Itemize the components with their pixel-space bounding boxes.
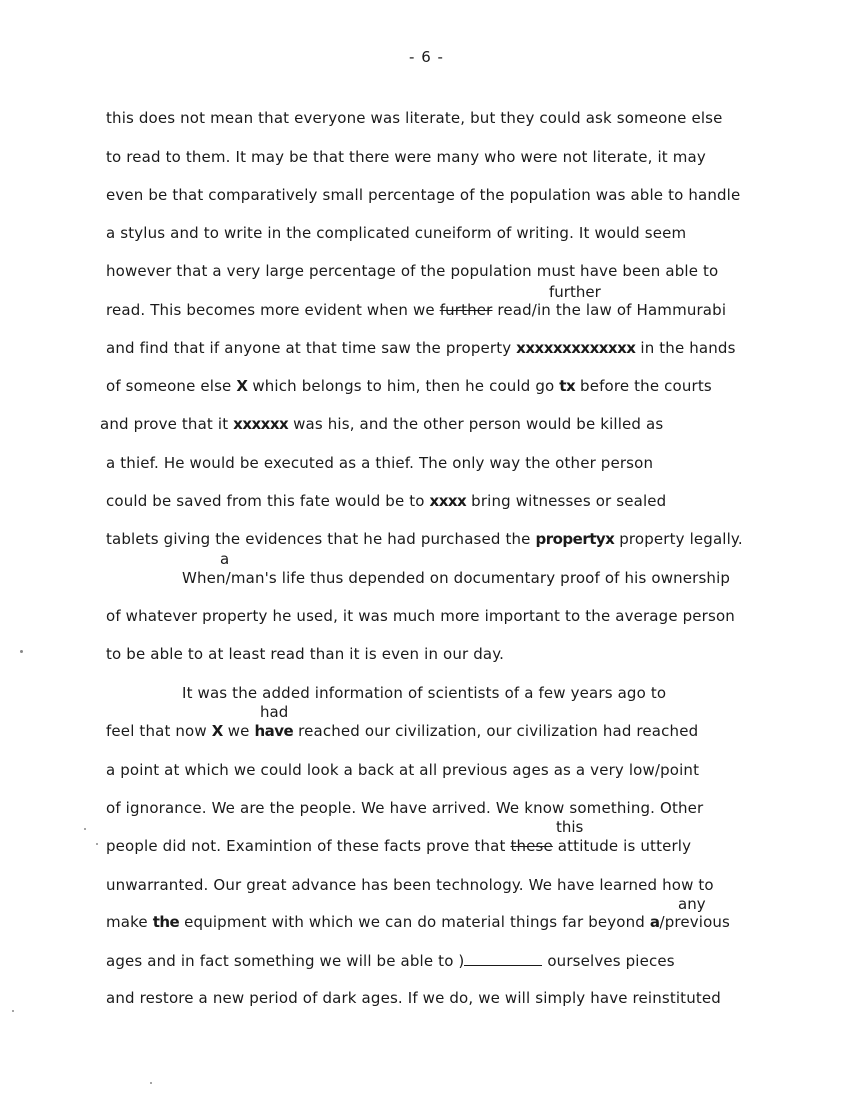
insertion-a: a xyxy=(220,550,230,568)
text-line-18: a point at which we could look a back at all previous ages as a very low/point xyxy=(106,761,700,779)
text-segment: attitude is utterly xyxy=(552,837,692,855)
text-segment: reached our civilization, our civilization had reached xyxy=(293,722,699,740)
typed-over-text: X xyxy=(236,377,248,395)
text-line-21: unwarranted. Our great advance has been technology. We have learned how to xyxy=(106,876,714,894)
typed-over-text: xxxx xyxy=(429,492,467,510)
insertion-had: had xyxy=(260,703,289,721)
text-line-5: however that a very large percentage of the population must have been able to xyxy=(106,262,719,280)
insertion-any: any xyxy=(678,895,706,913)
text-line-14: of whatever property he used, it was much more important to the average person xyxy=(106,607,735,625)
typed-over-text: tx xyxy=(559,377,576,395)
scan-speck xyxy=(96,843,98,845)
typed-over-text: X xyxy=(211,722,223,740)
typed-over-text: propertyx xyxy=(535,530,615,548)
text-line-6 xyxy=(106,301,726,319)
text-line-12 xyxy=(106,530,743,548)
text-segment: people did not. Examintion of these facts prove that xyxy=(106,837,511,855)
text-line-7 xyxy=(106,339,736,357)
text-line-1: this does not mean that everyone was literate, but they could ask someone else xyxy=(106,109,723,127)
text-line-20 xyxy=(106,837,691,855)
fill-in-blank xyxy=(464,951,542,966)
typed-over-text: the xyxy=(152,913,180,931)
page-number: - 6 - xyxy=(409,48,444,66)
text-line-22 xyxy=(106,913,730,931)
text-line-9 xyxy=(100,415,663,433)
scan-speck xyxy=(20,650,23,653)
text-segment: of someone else xyxy=(106,377,237,395)
text-segment: was his, and the other person would be killed as xyxy=(288,415,664,433)
text-line-13: When/man's life thus depended on documentary proof of his ownership xyxy=(182,569,731,587)
text-line-16: It was the added information of scientists of a few years ago to xyxy=(182,684,667,702)
text-line-2: to read to them. It may be that there were many who were not literate, it may xyxy=(106,148,706,166)
struck-word: these xyxy=(510,837,553,855)
text-segment: /previous xyxy=(659,913,731,931)
text-segment: read/in the law of Hammurabi xyxy=(492,301,727,319)
text-segment: feel that now xyxy=(106,722,212,740)
text-line-10: a thief. He would be executed as a thief. The only way the other person xyxy=(106,454,654,472)
typed-over-text: a xyxy=(649,913,660,931)
text-line-19: of ignorance. We are the people. We have arrived. We know something. Other xyxy=(106,799,704,817)
text-line-23 xyxy=(106,951,675,970)
text-line-17 xyxy=(106,722,698,740)
text-segment: we xyxy=(222,722,255,740)
text-line-15: to be able to at least read than it is even in our day. xyxy=(106,645,505,663)
text-segment: bring witnesses or sealed xyxy=(466,492,667,510)
text-segment: ages and in fact something we will be able to ) xyxy=(106,952,465,970)
text-segment: which belongs to him, then he could go xyxy=(247,377,560,395)
text-segment: in the hands xyxy=(635,339,736,357)
scan-speck xyxy=(84,828,86,830)
text-segment: equipment with which we can do material things far beyond xyxy=(179,913,650,931)
typed-over-text: xxxxxx xyxy=(233,415,289,433)
text-segment: read. This becomes more evident when we xyxy=(106,301,440,319)
text-segment: before the courts xyxy=(575,377,712,395)
insertion-further: further xyxy=(549,283,601,301)
text-line-24: and restore a new period of dark ages. If we do, we will simply have reinstituted xyxy=(106,989,721,1007)
text-line-4: a stylus and to write in the complicated cuneiform of writing. It would seem xyxy=(106,224,687,242)
typed-over-text: xxxxxxxxxxxxx xyxy=(516,339,636,357)
text-segment: could be saved from this fate would be to xyxy=(106,492,430,510)
typed-over-text: have xyxy=(254,722,294,740)
text-segment: make xyxy=(106,913,153,931)
struck-word: further xyxy=(439,301,493,319)
text-segment: and prove that it xyxy=(100,415,234,433)
text-segment: ourselves pieces xyxy=(542,952,675,970)
scan-speck xyxy=(150,1082,152,1084)
text-segment: and find that if anyone at that time saw the property xyxy=(106,339,517,357)
text-line-11 xyxy=(106,492,666,510)
text-segment: property legally. xyxy=(614,530,743,548)
scan-speck xyxy=(12,1010,14,1012)
text-segment: tablets giving the evidences that he had purchased the xyxy=(106,530,536,548)
text-line-3: even be that comparatively small percentage of the population was able to handle xyxy=(106,186,741,204)
text-line-8 xyxy=(106,377,712,395)
insertion-this: this xyxy=(556,818,584,836)
